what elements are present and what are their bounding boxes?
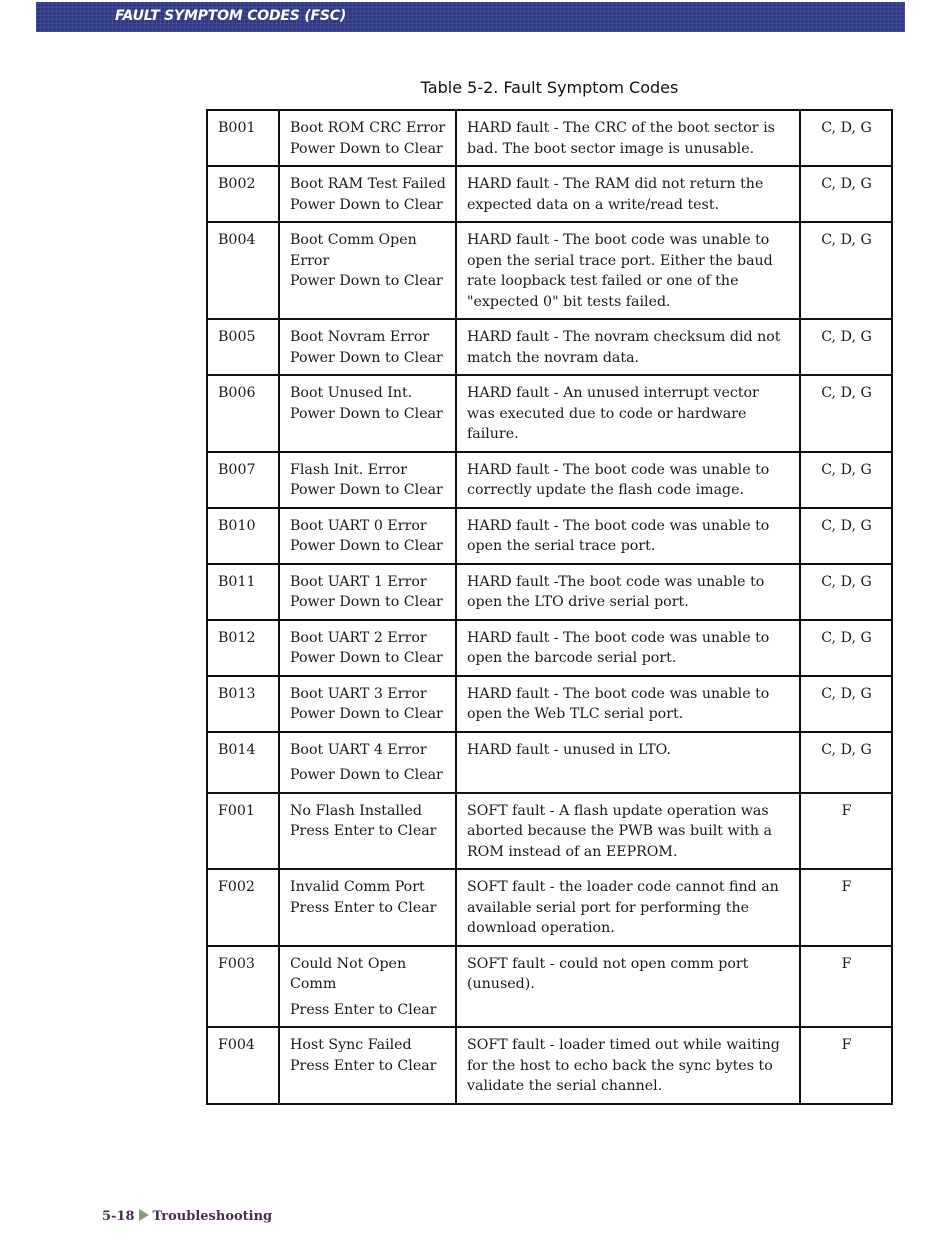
fault-name-cell [279, 620, 456, 676]
table-body [207, 110, 892, 1104]
clear-instruction: Power Down to Clear [290, 767, 443, 783]
table-row [207, 676, 892, 732]
arrow-right-icon [139, 1209, 149, 1221]
clear-instruction: Press Enter to Clear [290, 1001, 437, 1018]
fault-name-cell [279, 166, 456, 222]
action-cell: C, D, G [800, 452, 892, 508]
table-row [207, 166, 892, 222]
fault-title: Boot UART 4 Error [290, 741, 427, 758]
page-footer [102, 1209, 272, 1224]
action-cell: C, D, G [800, 564, 892, 620]
fault-title: Boot Unused Int. [290, 385, 413, 401]
fault-description-cell: SOFT fault - the loader code cannot find an available serial port for performing the download operation. [456, 869, 800, 946]
page-number: 5-18 [102, 1209, 135, 1224]
action-cell: C, D, G [800, 620, 892, 676]
action-cell: F [800, 946, 892, 1028]
table-row [207, 793, 892, 870]
fault-code-cell: B001 [207, 110, 279, 166]
action-cell: C, D, G [800, 222, 892, 319]
table-row [207, 732, 892, 793]
fault-code-cell: B006 [207, 375, 279, 452]
fault-title: Could Not Open Comm [290, 955, 407, 992]
clear-instruction: Power Down to Clear [290, 650, 443, 666]
fault-code-cell: F001 [207, 793, 279, 870]
clear-instruction: Power Down to Clear [290, 482, 443, 498]
fault-name-cell [279, 508, 456, 564]
clear-instruction: Power Down to Clear [290, 594, 443, 610]
table-row [207, 110, 892, 166]
table-caption: Table 5-2. Fault Symptom Codes [420, 78, 679, 97]
fault-code-cell: F003 [207, 946, 279, 1028]
fault-description-cell: SOFT fault - could not open comm port (unused). [456, 946, 800, 1028]
table-row [207, 1027, 892, 1104]
action-cell: F [800, 793, 892, 870]
fault-name-cell [279, 676, 456, 732]
table-row [207, 869, 892, 946]
fault-name-cell [279, 319, 456, 375]
action-cell: C, D, G [800, 676, 892, 732]
clear-instruction: Press Enter to Clear [290, 899, 437, 916]
fault-code-cell: F004 [207, 1027, 279, 1104]
fault-title: Flash Init. Error [290, 461, 408, 478]
fault-name-cell [279, 946, 456, 1028]
fault-title: Boot UART 2 Error [290, 629, 427, 646]
fault-code-cell: B004 [207, 222, 279, 319]
fault-code-cell: B007 [207, 452, 279, 508]
clear-instruction: Power Down to Clear [290, 405, 443, 422]
clear-instruction: Power Down to Clear [290, 706, 443, 722]
fault-code-cell: B005 [207, 319, 279, 375]
fault-name-cell [279, 222, 456, 319]
action-cell: F [800, 1027, 892, 1104]
fault-code-cell: B011 [207, 564, 279, 620]
action-cell: F [800, 869, 892, 946]
fault-name-cell [279, 732, 456, 793]
fault-description-cell: HARD fault - An unused interrupt vector was executed due to code or hardware failure. [456, 375, 800, 452]
fault-code-cell: B012 [207, 620, 279, 676]
clear-instruction: Power Down to Clear [290, 196, 443, 213]
fault-name-cell [279, 110, 456, 166]
action-cell: C, D, G [800, 508, 892, 564]
clear-instruction: Press Enter to Clear [290, 823, 437, 839]
fault-name-cell [279, 452, 456, 508]
fault-title: Boot ROM CRC Error [290, 120, 446, 136]
fault-name-cell [279, 1027, 456, 1104]
clear-instruction: Power Down to Clear [290, 538, 443, 554]
fault-name-cell [279, 793, 456, 870]
fault-title: No Flash Installed [290, 802, 422, 819]
clear-instruction: Power Down to Clear [290, 273, 443, 289]
fault-description-cell: HARD fault - The boot code was unable to open the serial trace port. Either the baud rate loopback test failed or one of the "expected 0" bit tests failed. [456, 222, 800, 319]
fault-name-cell [279, 869, 456, 946]
table-row [207, 319, 892, 375]
table-row [207, 946, 892, 1028]
fault-code-cell: B002 [207, 166, 279, 222]
fault-title: Boot UART 1 Error [290, 573, 427, 590]
fault-title: Boot RAM Test Failed [290, 176, 446, 192]
fault-title: Boot UART 0 Error [290, 517, 427, 534]
fault-description-cell: HARD fault - The CRC of the boot sector is bad. The boot sector image is unusable. [456, 110, 800, 166]
fault-description-cell: HARD fault - The boot code was unable to open the Web TLC serial port. [456, 676, 800, 732]
fault-description-cell: HARD fault - The boot code was unable to open the serial trace port. [456, 508, 800, 564]
clear-instruction: Power Down to Clear [290, 140, 443, 157]
header-title: FAULT SYMPTOM CODES (FSC) [115, 8, 347, 24]
fault-title: Boot Comm Open Error [290, 232, 417, 269]
fault-description-cell: HARD fault - The boot code was unable to correctly update the flash code image. [456, 452, 800, 508]
fault-title: Boot Novram Error [290, 329, 430, 345]
clear-instruction: Press Enter to Clear [290, 1057, 437, 1074]
fault-description-cell: HARD fault - The novram checksum did not match the novram data. [456, 319, 800, 375]
header-bar [36, 2, 905, 32]
table-row [207, 222, 892, 319]
table-row [207, 620, 892, 676]
action-cell: C, D, G [800, 166, 892, 222]
fault-title: Boot UART 3 Error [290, 685, 427, 702]
action-cell: C, D, G [800, 319, 892, 375]
fault-code-cell: B014 [207, 732, 279, 793]
fault-description-cell: SOFT fault - loader timed out while waiting for the host to echo back the sync bytes to validate the serial channel. [456, 1027, 800, 1104]
fault-code-cell: B010 [207, 508, 279, 564]
action-cell: C, D, G [800, 375, 892, 452]
fault-name-cell [279, 564, 456, 620]
fault-description-cell: HARD fault - The RAM did not return the expected data on a write/read test. [456, 166, 800, 222]
table-row [207, 375, 892, 452]
clear-instruction: Power Down to Clear [290, 349, 443, 366]
table-row [207, 564, 892, 620]
table-row [207, 452, 892, 508]
fault-symptom-codes-table [206, 109, 893, 1105]
fault-code-cell: B013 [207, 676, 279, 732]
fault-description-cell: SOFT fault - A flash update operation was aborted because the PWB was built with a ROM instead of an EEPROM. [456, 793, 800, 870]
fault-name-cell [279, 375, 456, 452]
table-row [207, 508, 892, 564]
fault-code-cell: F002 [207, 869, 279, 946]
action-cell: C, D, G [800, 110, 892, 166]
fault-description-cell: HARD fault - unused in LTO. [456, 732, 800, 793]
fault-title: Host Sync Failed [290, 1037, 412, 1053]
action-cell: C, D, G [800, 732, 892, 793]
section-name: Troubleshooting [152, 1209, 273, 1224]
fault-description-cell: HARD fault -The boot code was unable to open the LTO drive serial port. [456, 564, 800, 620]
fault-title: Invalid Comm Port [290, 879, 425, 895]
fault-description-cell: HARD fault - The boot code was unable to open the barcode serial port. [456, 620, 800, 676]
